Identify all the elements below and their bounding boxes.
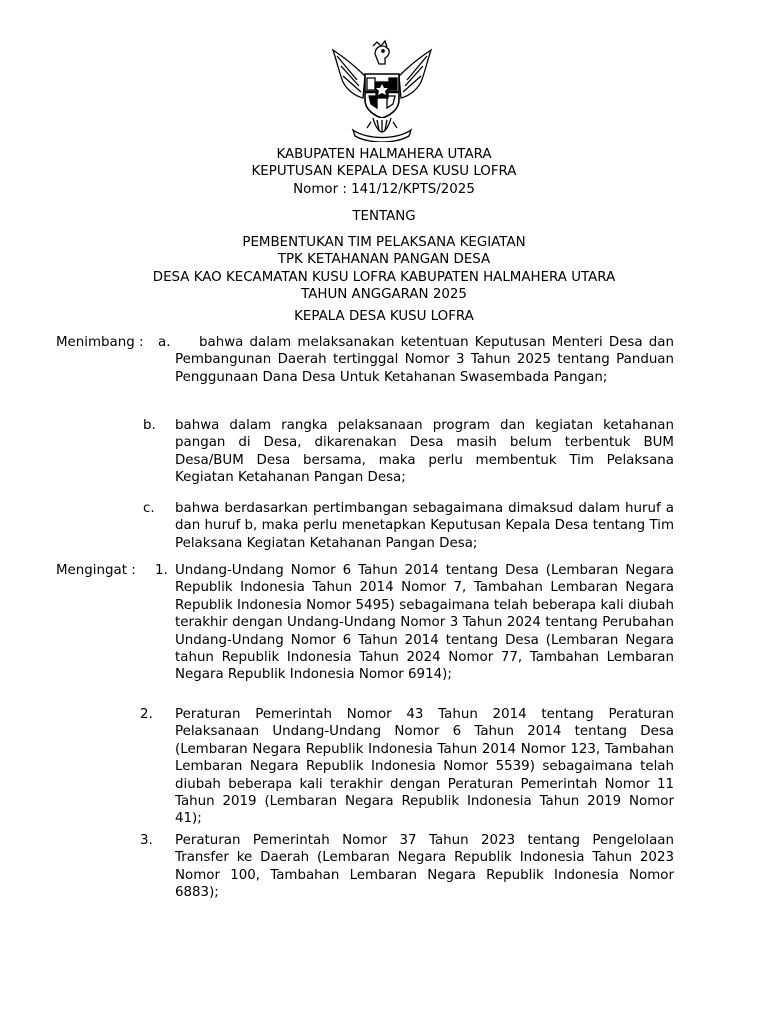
regency-name: KABUPATEN HALMAHERA UTARA bbox=[276, 147, 492, 162]
mengingat-marker-1: 1. bbox=[155, 563, 168, 578]
menimbang-marker-b: b. bbox=[143, 418, 156, 433]
official-title-text: KEPALA DESA KUSU LOFRA bbox=[294, 309, 474, 324]
garuda-emblem-icon bbox=[327, 36, 437, 142]
header-block bbox=[0, 146, 768, 198]
decree-title: KEPUTUSAN KEPALA DESA KUSU LOFRA bbox=[251, 164, 517, 180]
subject-line: PEMBENTUKAN TIM PELAKSANA KEGIATAN bbox=[242, 235, 526, 250]
mengingat-marker-3: 3. bbox=[140, 833, 153, 848]
subject-line: TAHUN ANGGARAN 2025 bbox=[301, 287, 467, 303]
mengingat-item-2: Peraturan Pemerintah Nomor 43 Tahun 2014 tentang Peraturan Pelaksanaan Undang-Undang Nomor 6 Tahun 2014 tentang Desa (Lembaran Negara Republik Indonesia Tahun 2014 Nomor 123, Tambahan Lembaran Negara Republik Indonesia Nomor 5539) sebagaimana telah diubah beberapa kali terakhir dengan Peraturan Pemerintah Nomor 11 Tahun 2019 (Lembaran Negara Republik Indonesia Tahun 2019 Nomor 41); bbox=[175, 707, 674, 827]
menimbang-item-a: bahwa dalam melaksanakan ketentuan Keputusan Menteri Desa dan Pembangunan Daerah tertinggal Nomor 3 Tahun 2025 tentang Panduan Penggunaan Dana Desa Untuk Ketahanan Swasembada Pangan; bbox=[175, 335, 674, 385]
tentang-label: TENTANG bbox=[352, 209, 416, 224]
official-title bbox=[0, 308, 768, 325]
menimbang-marker-a: a. bbox=[158, 335, 171, 350]
tentang-heading bbox=[0, 208, 768, 225]
subject-line: DESA KAO KECAMATAN KUSU LOFRA KABUPATEN HALMAHERA UTARA bbox=[152, 269, 616, 285]
mengingat-label: Mengingat : bbox=[56, 563, 136, 578]
menimbang-item-c: bahwa berdasarkan pertimbangan sebagaimana dimaksud dalam huruf a dan huruf b, maka perlu menetapkan Keputusan Kepala Desa tentang Tim Pelaksana Kegiatan Ketahanan Pangan Desa; bbox=[175, 501, 674, 551]
menimbang-label: Menimbang : bbox=[56, 335, 144, 350]
subject-block bbox=[0, 234, 768, 304]
mengingat-item-1: Undang-Undang Nomor 6 Tahun 2014 tentang Desa (Lembaran Negara Republik Indonesia Tahun 2014 Nomor 7, Tambahan Lembaran Negara Republik Indonesia Nomor 5495) sebagaimana telah beberapa kali diubah terakhir dengan Undang-Undang Nomor 3 Tahun 2024 tentang Perubahan Undang-Undang Nomor 6 Tahun 2014 tentang Desa (Lembaran Negara tahun Republik Indonesia Tahun 2024 Nomor 77, Tambahan Lembaran Negara Republik Indonesia Nomor 6914); bbox=[175, 563, 674, 683]
subject-line: TPK KETAHANAN PANGAN DESA bbox=[277, 252, 491, 268]
menimbang-item-b: bahwa dalam rangka pelaksanaan program dan kegiatan ketahanan pangan di Desa, dikarenakan Desa masih belum terbentuk BUM Desa/BUM Desa bersama, maka perlu membentuk Tim Pelaksana Kegiatan Ketahanan Pangan Desa; bbox=[175, 418, 674, 486]
menimbang-marker-c: c. bbox=[143, 501, 155, 516]
mengingat-marker-2: 2. bbox=[140, 707, 153, 722]
decree-number: Nomor : 141/12/KPTS/2025 bbox=[293, 181, 475, 197]
mengingat-item-3: Peraturan Pemerintah Nomor 37 Tahun 2023 tentang Pengelolaan Transfer ke Daerah (Lembaran Negara Republik Indonesia Tahun 2023 Nomor 100, Tambahan Lembaran Negara Republik Indonesia Nomor 6883); bbox=[175, 833, 674, 901]
